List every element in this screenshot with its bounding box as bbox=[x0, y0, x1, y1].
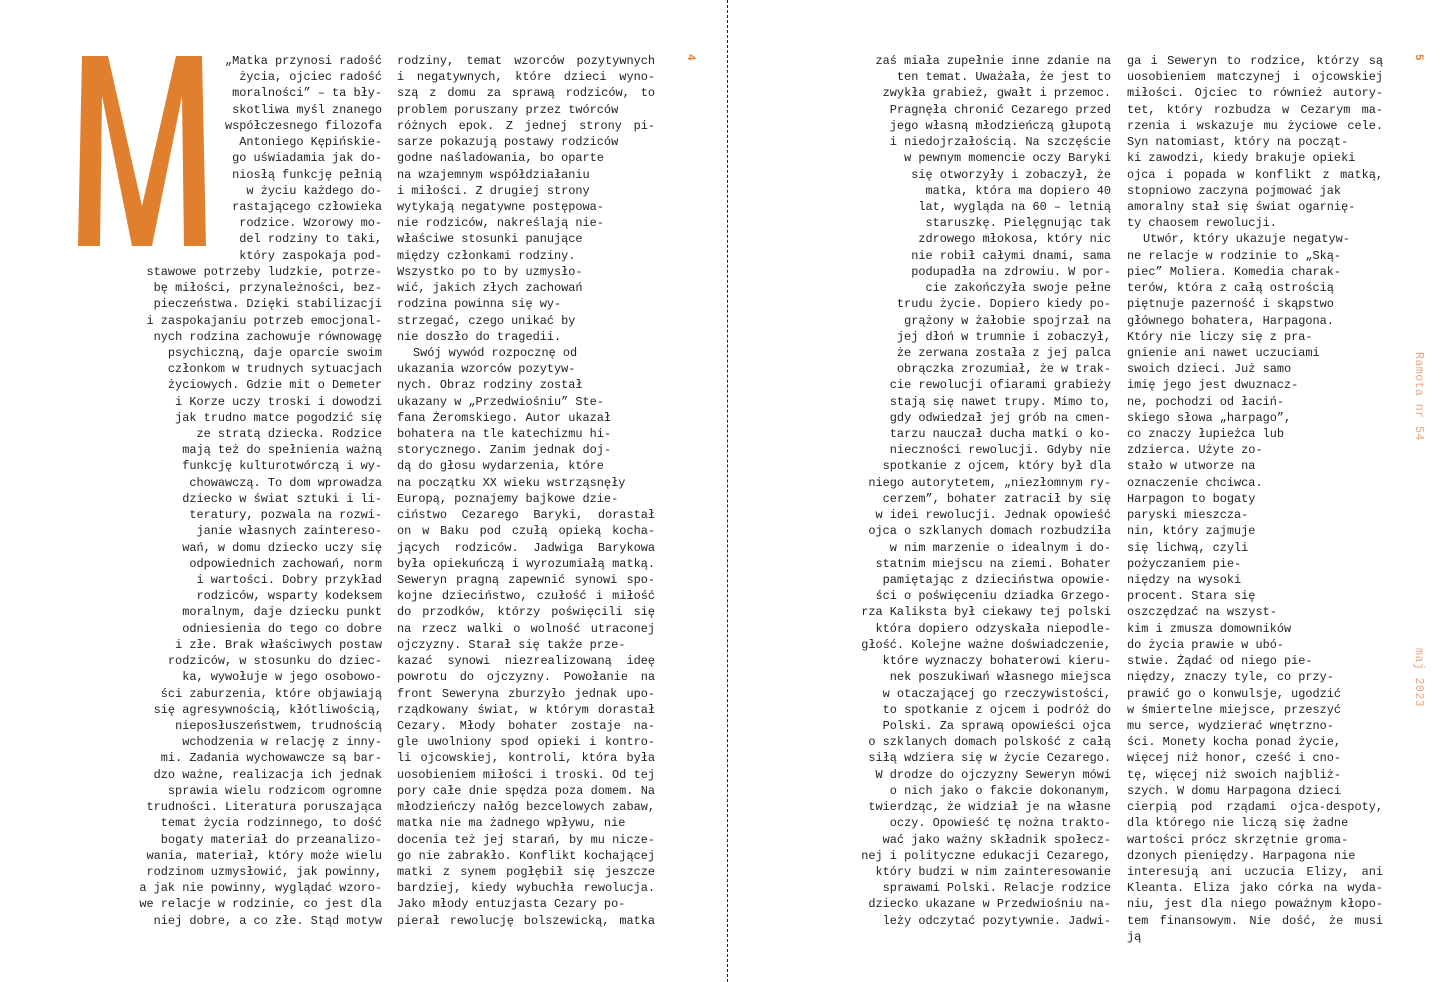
text-line: rodzina powinna się wy- bbox=[397, 297, 562, 312]
text-line: dla którego nie liczą się żadne bbox=[1127, 816, 1349, 831]
text-line: sarze pokazują postawy rodziców bbox=[397, 135, 619, 150]
text-line: kazać synowi niezrealizowaną ideę bbox=[397, 654, 655, 669]
text-line: godne naśladowania, bo oparte bbox=[397, 151, 604, 166]
text-line: i złe. Brak właściwych postaw bbox=[175, 637, 382, 652]
text-line: zwykła grabież, gwałt i przemoc. bbox=[882, 86, 1111, 101]
text-line: Który nie liczy się z pra- bbox=[1127, 329, 1313, 344]
page-number-left: 4 bbox=[684, 54, 696, 61]
text-line: wartości prócz skrzętnie groma- bbox=[1127, 832, 1349, 847]
text-line: dziecko ukazane w Przedwiośniu na- bbox=[868, 897, 1111, 912]
text-line: Cezary. Młody bohater zostaje na- bbox=[397, 718, 655, 733]
text-line: właściwe stosunki panujące bbox=[397, 232, 583, 247]
text-line: Pragnęła chronić Cezarego przed bbox=[889, 102, 1111, 117]
text-line: Jako młody entuzjasta Cezary po- bbox=[397, 897, 626, 912]
text-line: głość. Kolejne ważne doświadczenie, bbox=[861, 637, 1111, 652]
text-line: dą do głosu wydarzenia, które bbox=[397, 459, 604, 474]
text-line: ki zawodzi, kiedy brakuje opieki bbox=[1127, 151, 1356, 166]
text-line: na rzecz walki o wolność utraconej bbox=[397, 621, 655, 636]
text-line: członkom w trudnych sytuacjach bbox=[167, 362, 382, 377]
text-line: nie robił całymi dnami, sama bbox=[911, 248, 1111, 263]
text-line: nych rodzina zachowuje równowagę bbox=[153, 329, 382, 344]
text-line: temat życia rodzinnego, to dość bbox=[160, 816, 382, 831]
text-line: w otaczającej go rzeczywistości, bbox=[882, 686, 1111, 701]
text-line: stawowe potrzeby ludzkie, potrze- bbox=[146, 264, 382, 279]
text-line: grążony w żałobie spojrzał na bbox=[904, 313, 1111, 328]
text-line: skiego słowa „harpago”, bbox=[1127, 410, 1292, 425]
text-line: i negatywnych, które dzieci wyno- bbox=[397, 70, 655, 85]
text-line: procent. Stara się bbox=[1127, 589, 1256, 604]
text-line: terów, która z całą ostrością bbox=[1127, 281, 1334, 296]
text-line: ojczyzny. Starał się także prze- bbox=[397, 637, 626, 652]
text-line: fana Żeromskiego. Autor ukazał bbox=[397, 410, 612, 425]
text-line: życia, ojciec radość bbox=[239, 70, 382, 85]
text-line: wań, w domu dziecko uczy się bbox=[182, 540, 382, 555]
text-line: chowawczą. To dom wprowadza bbox=[189, 475, 382, 490]
text-line: Wszystko po to by uzmysło- bbox=[397, 264, 583, 279]
text-line: bardziej, kiedy wybuchła rewolucja. bbox=[397, 881, 655, 896]
text-line: stopniowo zaczyna pojmować jak bbox=[1127, 183, 1342, 198]
text-line: bę miłości, przynależności, bez- bbox=[153, 281, 382, 296]
text-line: i niedojrzałością. Na szczęście bbox=[889, 135, 1111, 150]
text-line: który budzi w nim zainteresowanie bbox=[875, 864, 1111, 879]
text-line: co znaczy łupieżca lub bbox=[1127, 427, 1284, 442]
column-1 bbox=[120, 53, 382, 929]
text-line: W drodze do ojczyzny Seweryn mówi bbox=[875, 767, 1111, 782]
text-line: statnim miejscu na ziemi. Bohater bbox=[875, 556, 1111, 571]
text-line: wania, materiał, który może wielu bbox=[146, 848, 382, 863]
text-line: która dopiero odzyskała niepodle- bbox=[875, 621, 1111, 636]
text-line: leży odczytać pozytywnie. Jadwi- bbox=[882, 913, 1111, 928]
text-line: cie rewolucji ofiarami grabieży bbox=[889, 378, 1111, 393]
text-line: ka, wywołuje w jego osobowo- bbox=[182, 670, 382, 685]
text-line: docenia też jej starań, by mu nicze- bbox=[397, 832, 655, 847]
text-line: mu serce, wydzierać wnętrzno- bbox=[1127, 718, 1334, 733]
text-line: jak trudno matce pogodzić się bbox=[175, 410, 382, 425]
text-line: nej i polityczne edukacji Cezarego, bbox=[861, 848, 1111, 863]
text-line: nin, który zajmuje bbox=[1127, 524, 1256, 539]
text-line: nych. Obraz rodziny został bbox=[397, 378, 583, 393]
text-line: który zaspokaja pod- bbox=[239, 248, 382, 263]
text-line: nie rodziców, nakreślają nie- bbox=[397, 216, 604, 231]
text-line: dzonych pieniędzy. Harpagona nie bbox=[1127, 848, 1356, 863]
text-line: nek poszukiwań własnego miejsca bbox=[889, 670, 1111, 685]
text-line: stwie. Żądać od niego pie- bbox=[1127, 654, 1313, 669]
text-line: moralnym, daje dziecku punkt bbox=[182, 605, 382, 620]
column-3-lines bbox=[852, 53, 1111, 929]
column-1-beside-dropcap bbox=[120, 53, 382, 264]
text-line: o szklanych domach polskość z całą bbox=[868, 735, 1111, 750]
text-line: zaś miała zupełnie inne zdanie na bbox=[875, 54, 1111, 68]
text-line: Seweryn pragną zapewnić synowi spo- bbox=[397, 573, 655, 587]
text-line: cierpią pod rządami ojca-despoty, bbox=[1127, 800, 1383, 815]
text-line: go nie zabrakło. Konflikt kochającej bbox=[397, 848, 655, 863]
text-line: nie doszło do tragedii. bbox=[397, 329, 562, 344]
text-line: zdrowego młokosa, który nic bbox=[918, 232, 1111, 247]
text-line: gle uwolniony spod opieki i kontro- bbox=[397, 735, 655, 750]
text-line: psychiczną, daje oparcie swoim bbox=[167, 345, 382, 360]
text-line: wytykają negatywne postępowa- bbox=[397, 199, 604, 214]
text-line: więcej niż honor, cześć i cno- bbox=[1127, 751, 1342, 766]
text-line: problem poruszany przez twórców bbox=[397, 102, 619, 117]
text-line: matka, która ma dopiero 40 bbox=[925, 183, 1111, 198]
text-line: się agresywnością, kłótliwością, bbox=[153, 702, 382, 717]
text-line: które wyznaczy bohaterowi kieru- bbox=[882, 654, 1111, 669]
text-line: lat, wygląda na 60 – letnią bbox=[918, 199, 1111, 214]
text-line: obrączka zrozumiał, że w trak- bbox=[896, 362, 1111, 377]
text-line: ten temat. Uważała, że jest to bbox=[896, 70, 1111, 85]
column-4 bbox=[1127, 53, 1383, 944]
text-line: imię jego jest dwuznacz- bbox=[1127, 378, 1299, 393]
text-line: storycznego. Zanim jednak doj- bbox=[397, 443, 612, 458]
text-line: o nich jako o fakcie dokonanym, bbox=[889, 783, 1111, 798]
text-line: rza Kaliksta był ciekawy tej polski bbox=[861, 605, 1111, 620]
text-line: w nim marzenie o idealnym i do- bbox=[889, 540, 1111, 555]
text-line: w pewnym momencie oczy Baryki bbox=[904, 151, 1111, 166]
text-line: skotliwa myśl znanego bbox=[232, 102, 382, 117]
text-line: współczesnego filozofa bbox=[225, 118, 382, 133]
text-line: matki z synem pogłębił się jeszcze bbox=[397, 864, 655, 879]
text-line: ciństwo Cezarego Baryki, dorastał bbox=[397, 508, 655, 523]
text-line: się otworzyły i zobaczył, że bbox=[911, 167, 1111, 182]
text-line: powrotu do ojczyzny. Powołanie na bbox=[397, 670, 655, 685]
text-line: Harpagon to bogaty bbox=[1127, 491, 1256, 506]
text-line: gnienie ani nawet uczuciami bbox=[1127, 345, 1320, 360]
text-line: piętnuje pazerność i skąpstwo bbox=[1127, 297, 1334, 312]
text-line: spotkanie z ojcem, który był dla bbox=[882, 459, 1111, 474]
text-line: i zaspokajaniu potrzeb emocjonal- bbox=[146, 313, 382, 328]
text-line: uosobieniem matczynej i ojcowskiej bbox=[1127, 70, 1383, 85]
text-line: pory całe dnie spędza poza domem. Na bbox=[397, 783, 655, 798]
text-line: on w Baku pod czułą opieką kocha- bbox=[397, 524, 655, 539]
text-line: go uświadamia jak do- bbox=[232, 151, 382, 166]
text-line: głównego bohatera, Harpagona. bbox=[1127, 313, 1334, 328]
text-line: Syn natomiast, który na począt- bbox=[1127, 135, 1349, 150]
text-line: w życiu każdego do- bbox=[246, 183, 382, 198]
text-line: ty chaosem rewolucji. bbox=[1127, 216, 1277, 231]
issue-date-label: maj 2023 bbox=[1412, 648, 1425, 708]
text-line: uosobieniem miłości i troski. Od tej bbox=[397, 767, 655, 782]
text-line: ukazania wzorców pozytyw- bbox=[397, 362, 576, 377]
text-line: wać jako ważny składnik społecz- bbox=[882, 832, 1111, 847]
column-1-full-width bbox=[120, 264, 382, 929]
text-line: dzo ważne, realizacja ich jednak bbox=[153, 767, 382, 782]
magazine-issue-label: Ramota nr 54 bbox=[1412, 352, 1425, 441]
text-line: zdzierca. Użyte zo- bbox=[1127, 443, 1263, 458]
column-4-lines bbox=[1127, 53, 1383, 944]
text-line: bogaty materiał do przeanalizo- bbox=[160, 832, 382, 847]
text-line: ści. Monety kocha ponad życie, bbox=[1127, 735, 1342, 750]
text-line: odpowiednich zachowań, norm bbox=[189, 556, 382, 571]
text-line: i Korze uczy troski i dowodzi bbox=[175, 394, 382, 409]
text-line: Polski. Za sprawą opowieści ojca bbox=[882, 718, 1111, 733]
text-line: cerzem”, bohater zatracił by się bbox=[882, 491, 1111, 506]
text-line: rodzinom uzmysłowić, jak powinny, bbox=[146, 864, 382, 879]
text-line: rzenia i wskazuje mu życiowe cele. bbox=[1127, 118, 1383, 133]
text-line: piec” Moliera. Komedia charak- bbox=[1127, 264, 1342, 279]
text-line: rodzice. Wzorowy mo- bbox=[239, 216, 382, 231]
text-line: ści zaburzenia, które objawiają bbox=[160, 686, 382, 701]
text-line: dziecko w świat sztuki i li- bbox=[182, 491, 382, 506]
text-line: kim i zmusza domowników bbox=[1127, 621, 1292, 636]
text-line: del rodziny to taki, bbox=[239, 232, 382, 247]
text-line: funkcję kulturotwórczą i wy- bbox=[182, 459, 382, 474]
text-line: ze stratą dziecka. Rodzice bbox=[196, 427, 382, 442]
text-line: rządkowany świat, w którym dorastał bbox=[397, 702, 655, 717]
text-line: była opiekuńczą i wyrozumiałą matką. bbox=[397, 556, 655, 571]
text-line: szych. W domu Harpagona dzieci bbox=[1127, 783, 1342, 798]
text-line: trudu życie. Dopiero kiedy po- bbox=[896, 297, 1111, 312]
text-line: Utwór, który ukazuje negatyw- bbox=[1143, 232, 1350, 247]
text-line: mi. Zadania wychowawcze są bar- bbox=[160, 751, 382, 766]
text-line: to spotkanie z ojcem i podróż do bbox=[882, 702, 1111, 717]
text-line: do przodków, którzy poświęcili się bbox=[397, 605, 655, 620]
text-line: a jak nie powinny, wyglądać wzoro- bbox=[139, 881, 382, 896]
text-line: i miłości. Z drugiej strony bbox=[397, 183, 590, 198]
text-line: do życia prawie w ubó- bbox=[1127, 637, 1284, 652]
column-2-lines bbox=[397, 53, 655, 929]
text-line: wchodzenia w relację z inny- bbox=[182, 735, 382, 750]
text-line: gdy odwiedzał jej grób na cmen- bbox=[889, 410, 1111, 425]
text-line: pożyczaniem pie- bbox=[1127, 556, 1242, 571]
text-line: młodzieńczy nałóg bezcelowych zabaw, bbox=[397, 800, 655, 815]
text-line: jego własną młodzieńczą głupotą bbox=[889, 118, 1111, 133]
text-line: Europą, poznajemy bajkowe dzie- bbox=[397, 491, 619, 506]
text-line: Antoniego Kępińskie- bbox=[239, 135, 382, 150]
text-line: „Matka przynosi radość bbox=[225, 54, 382, 68]
text-line: nieczności rewolucji. Gdyby nie bbox=[889, 443, 1111, 458]
text-line: w śmiertelne miejsce, przeszyć bbox=[1127, 702, 1342, 717]
text-line: niosłą funkcję pełnią bbox=[232, 167, 382, 182]
text-line: rodziców, wsparty kodeksem bbox=[196, 589, 382, 604]
text-line: wić, jakich złych zachowań bbox=[397, 281, 583, 296]
column-3 bbox=[852, 53, 1111, 929]
text-line: sprawia wielu rodzicom ogromne bbox=[167, 783, 382, 798]
text-line: ści o poświęceniu dziadka Grzego- bbox=[875, 589, 1111, 604]
text-line: jej dłoń w trumnie i zobaczył, bbox=[896, 329, 1111, 344]
text-line: i wartości. Dobry przykład bbox=[196, 573, 382, 587]
column-2 bbox=[397, 53, 655, 929]
text-line: cie zakończyła swoje pełne bbox=[925, 281, 1111, 296]
page-fold-divider bbox=[727, 0, 728, 982]
text-line: stają się nawet trupy. Mimo to, bbox=[889, 394, 1111, 409]
text-line: szą z domu za sprawą rodziców, to bbox=[397, 86, 655, 101]
text-line: bohatera na tle katechizmu hi- bbox=[397, 427, 612, 442]
text-line: między członkami rodziny. bbox=[397, 248, 576, 263]
text-line: na początku XX wieku wstrząsnęły bbox=[397, 475, 626, 490]
text-line: swoich dzieci. Już samo bbox=[1127, 362, 1292, 377]
text-line: interesują ani uczucia Elizy, ani bbox=[1127, 864, 1383, 879]
text-line: niędzy, znaczy tyle, co przy- bbox=[1127, 670, 1334, 685]
text-line: janie własnych zainteresо- bbox=[196, 524, 382, 539]
text-line: oszczędzać na wszyst- bbox=[1127, 605, 1277, 620]
text-line: amoralny stał się świat ogarnię- bbox=[1127, 199, 1356, 214]
text-line: matka nie ma żadnego wpływu, nie bbox=[397, 816, 626, 831]
text-line: ukazany w „Przedwiośniu” Ste- bbox=[397, 394, 604, 409]
text-line: kojne dzieciństwo, czułość i miłość bbox=[397, 589, 655, 604]
text-line: prawić go o konwulsje, ugodzić bbox=[1127, 686, 1342, 701]
text-line: teratury, pozwala na rozwi- bbox=[189, 508, 382, 523]
text-line: niej dobre, a co złe. Stąd motyw bbox=[153, 913, 382, 928]
text-line: paryski mieszcza- bbox=[1127, 508, 1249, 523]
text-line: sprawami Polski. Relacje rodzice bbox=[882, 881, 1111, 896]
text-line: różnych epok. Z jednej strony pi- bbox=[397, 118, 655, 133]
text-line: odniesienia do tego co dobre bbox=[182, 621, 382, 636]
text-line: twierdząc, że widział je na własne bbox=[868, 800, 1111, 815]
text-line: oczy. Opowieść tę nożna trakto- bbox=[889, 816, 1111, 831]
text-line: niędzy na wysoki bbox=[1127, 573, 1242, 587]
text-line: Swój wywód rozpocznę od bbox=[413, 345, 578, 360]
text-line: oznaczenie chciwca. bbox=[1127, 475, 1263, 490]
text-line: jących rodziców. Jadwiga Barykowa bbox=[397, 540, 655, 555]
text-line: tet, który rozbudza w Cezarym ma- bbox=[1127, 102, 1383, 117]
text-line: ojca o szklanych domach rozbudziła bbox=[868, 524, 1111, 539]
text-line: tę, więcej niż swoich najbliż- bbox=[1127, 767, 1342, 782]
text-line: stało w utworze na bbox=[1127, 459, 1256, 474]
text-line: rastającego człowieka bbox=[232, 199, 382, 214]
text-line: mają też do spełnienia ważną bbox=[182, 443, 382, 458]
text-line: we relacje w rodzinie, co jest dla bbox=[139, 897, 382, 912]
text-line: ne relacje w rodzinie to „Ską- bbox=[1127, 248, 1342, 263]
text-line: pierał rewolucję bolszewicką, matka bbox=[397, 913, 655, 928]
text-line: pamiętając z dzieciństwa opowie- bbox=[882, 573, 1111, 587]
text-line: ojca i popada w konflikt z matką, bbox=[1127, 167, 1383, 182]
text-line: nieposłuszeństwem, trudnością bbox=[175, 718, 382, 733]
text-line: Kleanta. Eliza jako córka na wyda- bbox=[1127, 881, 1383, 896]
text-line: ga i Seweryn to rodzice, którzy są bbox=[1127, 54, 1383, 68]
text-line: życiowych. Gdzie mit o Demeter bbox=[167, 378, 382, 393]
text-line: li ojcowskiej, kontroli, która była bbox=[397, 751, 655, 766]
text-line: podupadła na zdrowiu. W por- bbox=[911, 264, 1111, 279]
text-line: miłości. Ojciec to również autory- bbox=[1127, 86, 1383, 101]
page-number-right: 5 bbox=[1412, 54, 1424, 61]
text-line: trudności. Literatura poruszająca bbox=[146, 800, 382, 815]
text-line: rodziny, temat wzorców pozytywnych bbox=[397, 54, 655, 68]
text-line: tem finansowym. Nie dość, że musi ją bbox=[1127, 913, 1383, 944]
text-line: strzegać, czego unikać by bbox=[397, 313, 576, 328]
text-line: się lichwą, czyli bbox=[1127, 540, 1249, 555]
text-line: front Seweryna zburzyło jednak upo- bbox=[397, 686, 655, 701]
text-line: w idei rewolucji. Jednak opowieść bbox=[875, 508, 1111, 523]
text-line: ne, pochodzi od łaciń- bbox=[1127, 394, 1284, 409]
text-line: niego autorytetem, „niezłomnym ry- bbox=[868, 475, 1111, 490]
text-line: na wzajemnym współdziałaniu bbox=[397, 167, 590, 182]
text-line: siłą wdziera się w życie Cezarego. bbox=[868, 751, 1111, 766]
text-line: że zerwana została z jej palca bbox=[896, 345, 1111, 360]
text-line: staruszkę. Pielęgnując tak bbox=[925, 216, 1111, 231]
text-line: niu, jest dla niego poważnym kłopo- bbox=[1127, 897, 1383, 912]
text-line: tarzu nauczał ducha matki o ko- bbox=[889, 427, 1111, 442]
text-line: moralności” – ta bły- bbox=[232, 86, 382, 101]
text-line: rodziców, w stosunku do dziec- bbox=[167, 654, 382, 669]
text-line: pieczeństwa. Dzięki stabilizacji bbox=[153, 297, 382, 312]
